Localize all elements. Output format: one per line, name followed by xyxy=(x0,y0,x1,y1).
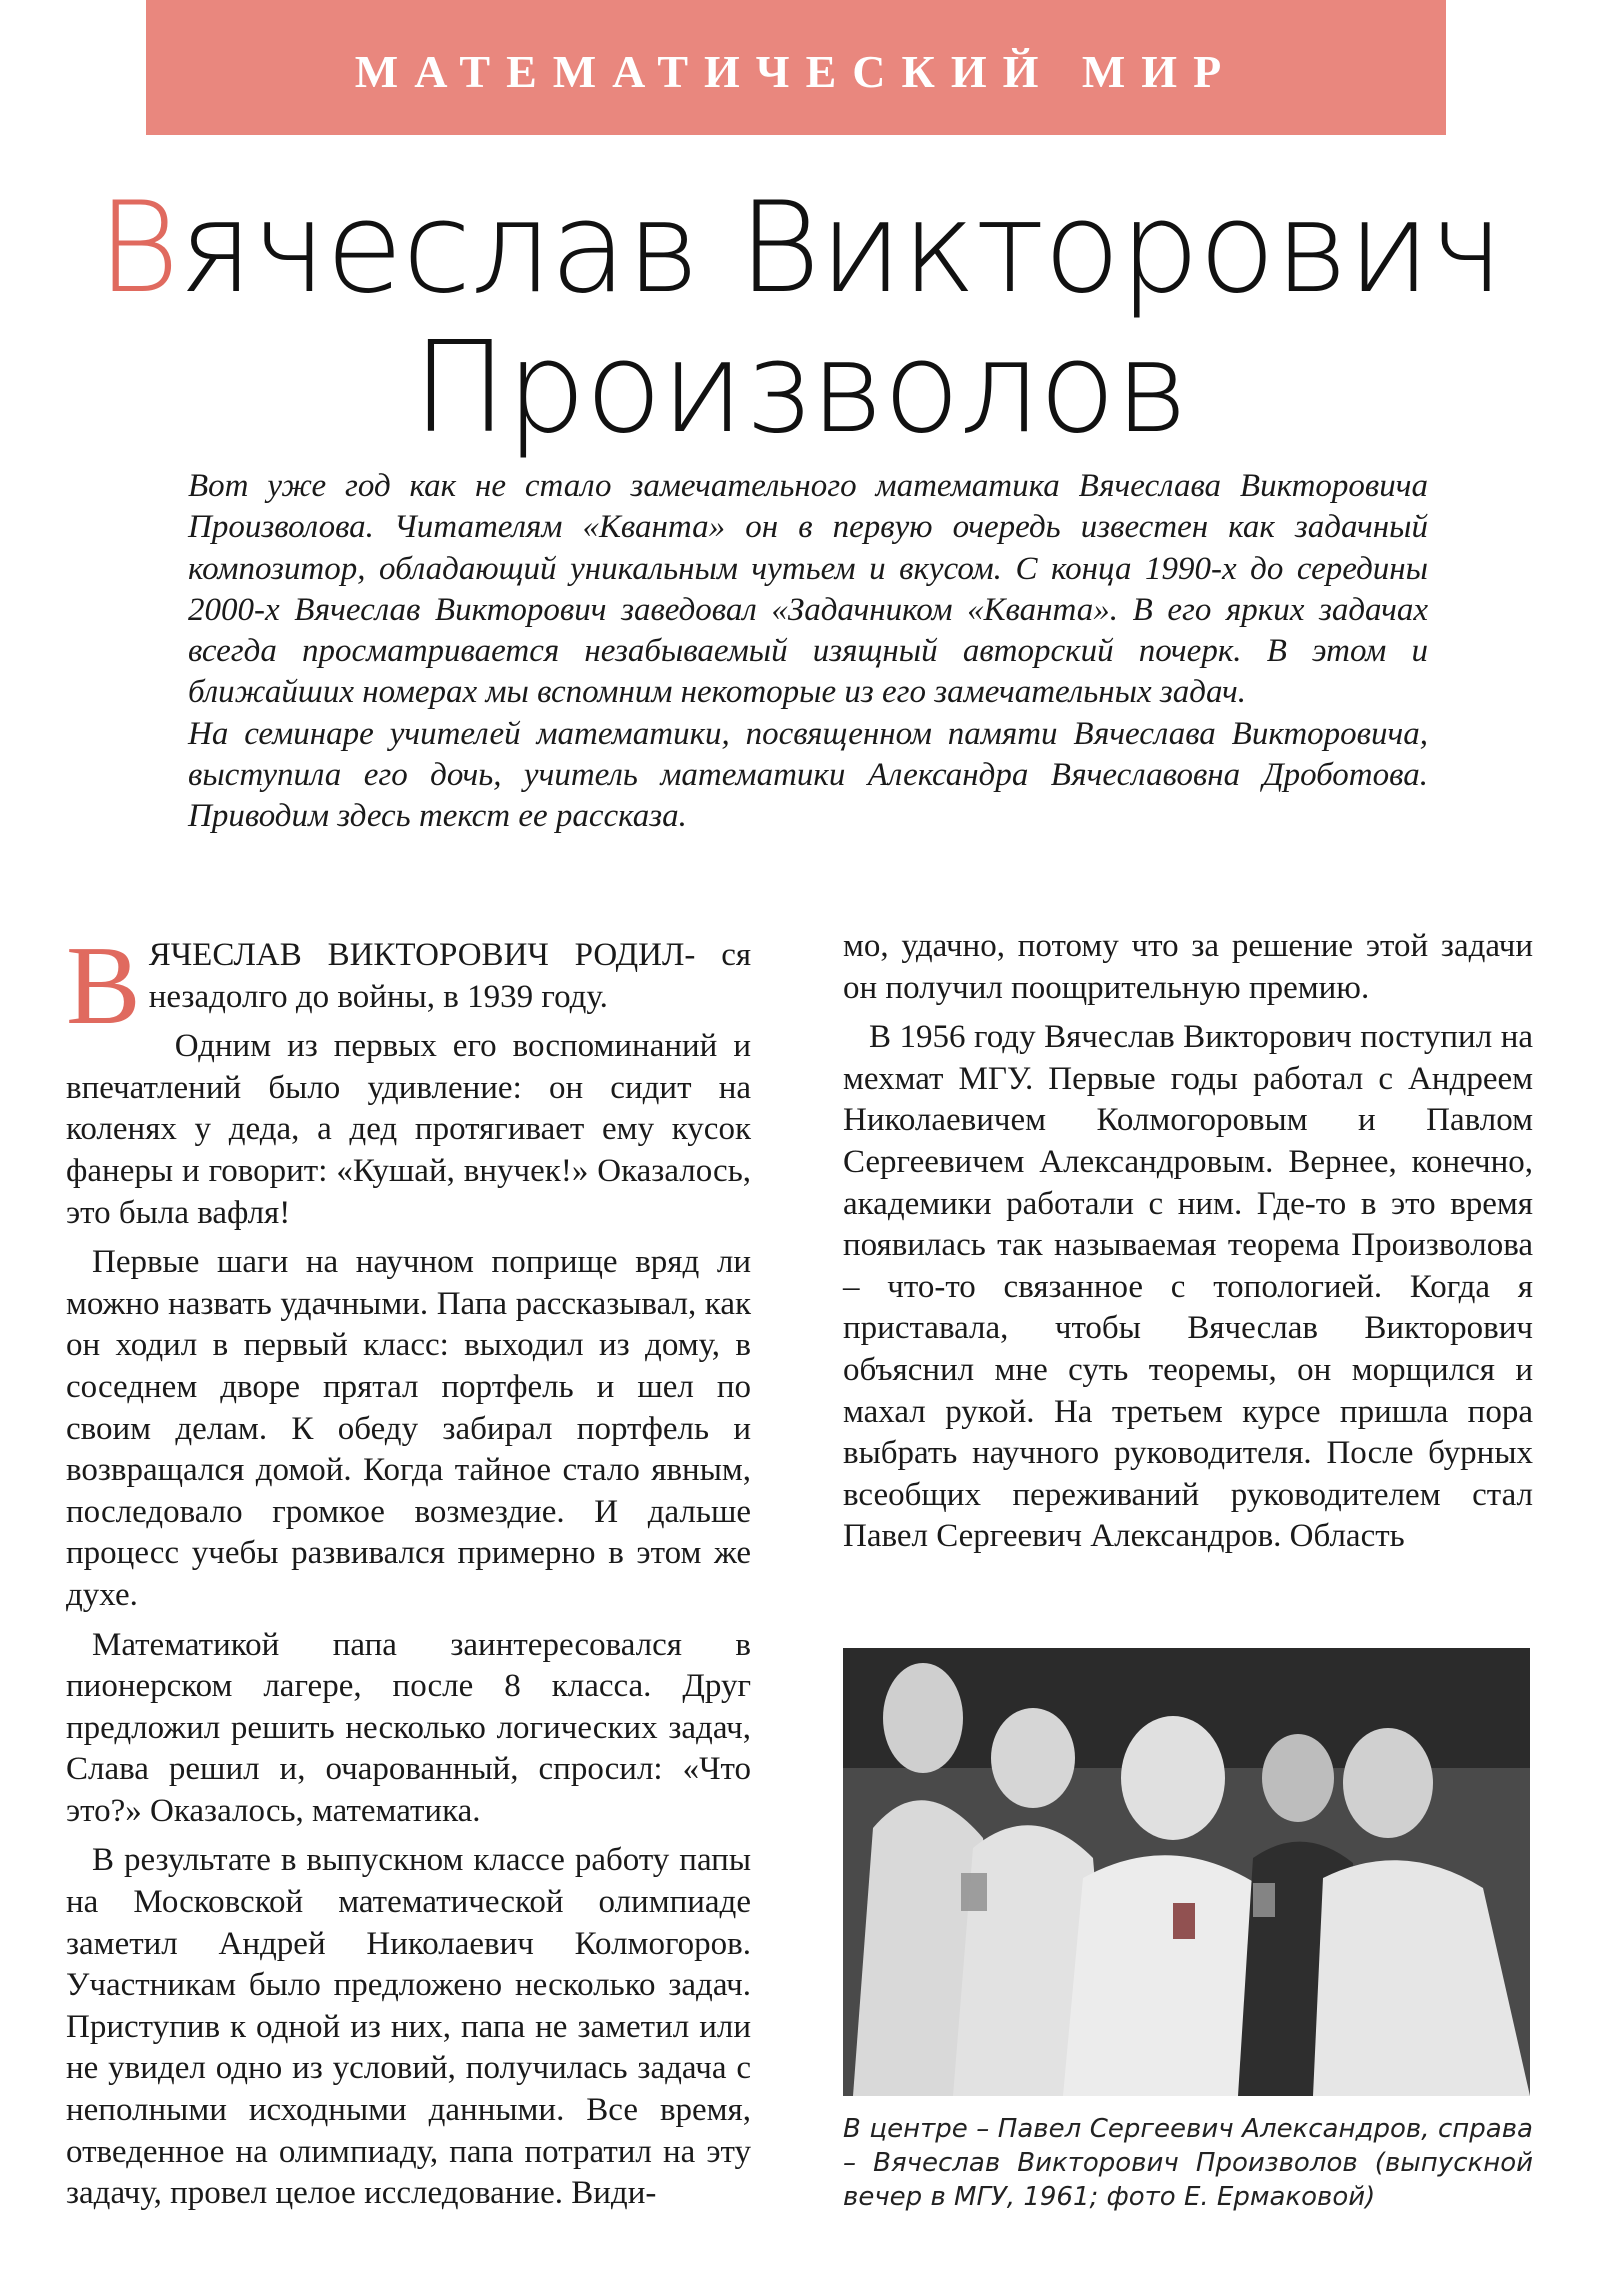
photo-illustration xyxy=(843,1648,1530,2096)
drop-cap: В xyxy=(66,924,141,1048)
title-initial: В xyxy=(97,174,179,321)
photo-caption: В центре – Павел Сергеевич Александров, справа – Вячеслав Викторович Произволов (выпускной вечер в МГУ, 1961; фото Е. Ермаковой) xyxy=(843,2114,1533,2212)
body-paragraph: Первые шаги на научном поприще вряд ли можно назвать удачными. Папа рассказывал, как он ходил в первый класс: выходил из дому, в соседнем дворе прятал портфель и шел по своим делам. К обеду забирал портфель и возвращался домой. Когда тайное стало явным, последовало громкое возмездие. И дальше процесс учебы развивался примерно в этом же духе. xyxy=(66,1244,751,1613)
first-paragraph xyxy=(66,924,752,1048)
section-title: МАТЕМАТИЧЕСКИЙ МИР xyxy=(354,46,1238,97)
opening-smallcaps: ЯЧЕСЛАВ ВИКТОРОВИЧ РОДИЛ- xyxy=(148,937,696,973)
opening-rest: ся незадолго до войны, в 1939 году. xyxy=(148,937,752,1015)
lead-paragraph: На семинаре учителей математики, посвященном памяти Вячеслава Викторовича, выступила его дочь, учитель математики Александра Вячеславовна Дроботова. Приводим здесь текст ее рассказа. xyxy=(188,715,1428,835)
article-lead xyxy=(188,466,1428,838)
body-paragraph: В 1956 году Вячеслав Викторович поступил на мехмат МГУ. Первые годы работал с Андреем Николаевичем Колмогоровым и Павлом Сергеевичем Александровым. Вернее, конечно, академики работали с ним. Где-то в это время появилась так называемая теорема Произволова – что-то связанное с топологией. Когда я приставала, чтобы Вячеслав Викторович объяснил мне суть теоремы, он морщился и махал рукой. На третьем курсе пришла пора выбрать научного руководителя. После бурных всеобщих переживаний руководителем стал Павел Сергеевич Александров. Область xyxy=(843,1019,1533,1555)
left-column xyxy=(66,924,752,2223)
body-paragraph: Одним из первых его воспоминаний и впечатлений было удивление: он сидит на коленях у деда, а дед протягивает ему кусок фанеры и говорит: «Кушай, внучек!» Оказалось, это была вафля! xyxy=(66,1028,751,1231)
body-paragraph: Математикой папа заинтересовался в пионерском лагере, после 8 класса. Друг предложил решить несколько логических задач, Слава решил и, очарованный, спросил: «Что это?» Оказалось, математика. xyxy=(66,1626,751,1829)
archive-photo xyxy=(843,1648,1530,2096)
body-paragraph: В результате в выпускном классе работу папы на Московской математической олимпиаде заметил Андрей Николаевич Колмогоров. Участникам было предложено несколько задач. Приступив к одной из них, папа не заметил или не увидел одно из условий, получилась задача с неполными исходными данными. Все время, отведенное на олимпиаду, папа потратил на эту задачу, провел целое исследование. Види- xyxy=(66,1842,751,2212)
section-banner xyxy=(146,0,1446,135)
title-line-2: Произволов xyxy=(412,314,1188,461)
article-title xyxy=(0,174,1600,461)
right-column xyxy=(843,926,1533,1566)
title-line-1-rest: ячеслав Викторович xyxy=(178,174,1503,321)
title-line-1 xyxy=(0,174,1600,321)
lead-paragraph: Вот уже год как не стало замечательного математика Вячеслава Викторовича Произволова. Читателям «Кванта» он в первую очередь известен как задачный композитор, обладающий уникальным чутьем и вкусом. С конца 1990-х до середины 2000-х Вячеслав Викторович заведовал «Задачником «Кванта». В его ярких задачах всегда просматривается незабываемый изящный авторский почерк. В этом и ближайших номерах мы вспомним некоторые из его замечательных задач. xyxy=(188,468,1428,711)
body-paragraph-continued: мо, удачно, потому что за решение этой задачи он получил поощрительную премию. xyxy=(843,928,1533,1006)
